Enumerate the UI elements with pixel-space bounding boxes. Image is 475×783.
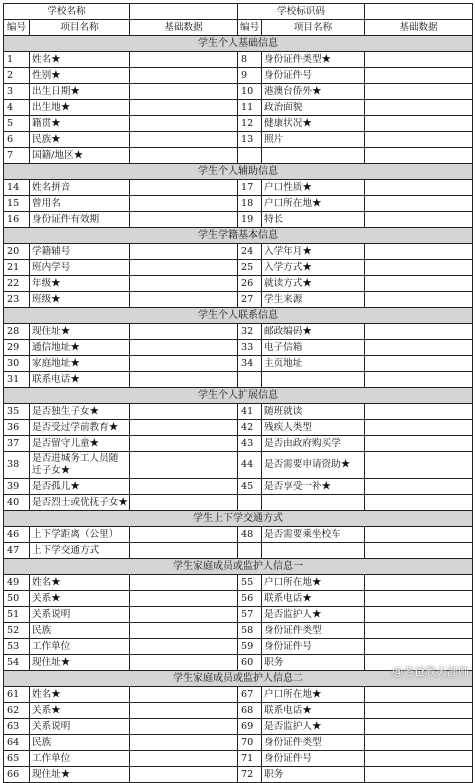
item-number-right: 59 bbox=[238, 639, 262, 655]
school-id-label: 学校标识码 bbox=[238, 4, 365, 20]
item-name-left: 工作单位 bbox=[30, 639, 130, 655]
item-number-right: 58 bbox=[238, 623, 262, 639]
item-name-right: 身份证件类型★ bbox=[262, 52, 365, 68]
item-number-left: 37 bbox=[4, 436, 30, 452]
item-number-left: 36 bbox=[4, 420, 30, 436]
item-number-right: 60 bbox=[238, 655, 262, 671]
item-number-left: 4 bbox=[4, 100, 30, 116]
item-data-left[interactable] bbox=[130, 735, 238, 751]
section-header bbox=[4, 36, 473, 52]
section-header bbox=[4, 559, 473, 575]
item-number-right: 24 bbox=[238, 244, 262, 260]
item-number-left: 35 bbox=[4, 404, 30, 420]
item-data-left[interactable] bbox=[130, 148, 238, 164]
item-name-right: 职务 bbox=[262, 767, 365, 783]
item-data-right[interactable] bbox=[365, 767, 473, 783]
item-data-left[interactable] bbox=[130, 420, 238, 436]
item-number-right: 12 bbox=[238, 116, 262, 132]
table-row bbox=[4, 719, 473, 735]
item-number-left: 16 bbox=[4, 212, 30, 228]
item-data-right[interactable] bbox=[365, 196, 473, 212]
item-name-right: 政治面貌 bbox=[262, 100, 365, 116]
table-row bbox=[4, 436, 473, 452]
item-data-left[interactable] bbox=[130, 767, 238, 783]
item-data-right[interactable] bbox=[365, 84, 473, 100]
table-row bbox=[4, 735, 473, 751]
col-no-left: 编号 bbox=[4, 20, 30, 36]
item-name-left: 姓名★ bbox=[30, 52, 130, 68]
item-data-right[interactable] bbox=[365, 735, 473, 751]
section-title: 学生上下学交通方式 bbox=[4, 511, 473, 527]
item-name-right: 户口性质★ bbox=[262, 180, 365, 196]
item-name-left: 通信地址★ bbox=[30, 340, 130, 356]
item-data-right[interactable] bbox=[365, 260, 473, 276]
section-title: 学生学籍基本信息 bbox=[4, 228, 473, 244]
item-number-left: 53 bbox=[4, 639, 30, 655]
item-number-right: 25 bbox=[238, 260, 262, 276]
item-name-left: 姓名★ bbox=[30, 575, 130, 591]
section-title: 学生家庭成员或监护人信息一 bbox=[4, 559, 473, 575]
table-row bbox=[4, 244, 473, 260]
item-data-right[interactable] bbox=[365, 324, 473, 340]
item-data-left[interactable] bbox=[130, 436, 238, 452]
table-row bbox=[4, 276, 473, 292]
item-data-right[interactable] bbox=[365, 591, 473, 607]
col-no-right: 编号 bbox=[238, 20, 262, 36]
item-number-left: 3 bbox=[4, 84, 30, 100]
item-number-left: 38 bbox=[4, 452, 30, 479]
table-row bbox=[4, 340, 473, 356]
item-data-left[interactable] bbox=[130, 196, 238, 212]
item-data-right[interactable] bbox=[365, 543, 473, 559]
item-data-right[interactable] bbox=[365, 623, 473, 639]
item-number-right bbox=[238, 148, 262, 164]
item-data-right[interactable] bbox=[365, 687, 473, 703]
item-data-right[interactable] bbox=[365, 479, 473, 495]
item-number-left: 62 bbox=[4, 703, 30, 719]
item-data-right[interactable] bbox=[365, 420, 473, 436]
item-data-right[interactable] bbox=[365, 340, 473, 356]
item-name-left: 出生日期★ bbox=[30, 84, 130, 100]
table-row bbox=[4, 639, 473, 655]
item-name-left: 年级★ bbox=[30, 276, 130, 292]
table-row bbox=[4, 292, 473, 308]
item-data-right[interactable] bbox=[365, 52, 473, 68]
item-name-left: 现住址★ bbox=[30, 655, 130, 671]
header-row-columns bbox=[4, 20, 473, 36]
item-data-left[interactable] bbox=[130, 180, 238, 196]
item-name-right: 残疾人类型 bbox=[262, 420, 365, 436]
table-row bbox=[4, 148, 473, 164]
item-number-right: 11 bbox=[238, 100, 262, 116]
item-name-right: 身份证件号 bbox=[262, 68, 365, 84]
item-number-right: 44 bbox=[238, 452, 262, 479]
item-data-left[interactable] bbox=[130, 703, 238, 719]
item-number-right: 43 bbox=[238, 436, 262, 452]
table-row bbox=[4, 767, 473, 783]
item-name-left: 是否进城务工人员随迁子女★ bbox=[30, 452, 130, 479]
item-number-right: 34 bbox=[238, 356, 262, 372]
item-name-right: 身份证件号 bbox=[262, 751, 365, 767]
item-name-right bbox=[262, 543, 365, 559]
item-number-left: 46 bbox=[4, 527, 30, 543]
table-row bbox=[4, 479, 473, 495]
table-row bbox=[4, 687, 473, 703]
item-number-left: 63 bbox=[4, 719, 30, 735]
item-data-right[interactable] bbox=[365, 495, 473, 511]
item-data-left[interactable] bbox=[130, 751, 238, 767]
item-data-right[interactable] bbox=[365, 719, 473, 735]
item-data-right[interactable] bbox=[365, 751, 473, 767]
item-number-left: 6 bbox=[4, 132, 30, 148]
table-row bbox=[4, 404, 473, 420]
section-header bbox=[4, 228, 473, 244]
item-number-right: 13 bbox=[238, 132, 262, 148]
item-name-right: 随班就读 bbox=[262, 404, 365, 420]
table-row bbox=[4, 751, 473, 767]
table-row bbox=[4, 495, 473, 511]
item-name-left: 班级★ bbox=[30, 292, 130, 308]
item-number-left: 52 bbox=[4, 623, 30, 639]
item-name-left: 关系★ bbox=[30, 591, 130, 607]
table-row bbox=[4, 180, 473, 196]
item-data-right[interactable] bbox=[365, 527, 473, 543]
item-number-left: 2 bbox=[4, 68, 30, 84]
item-number-left: 1 bbox=[4, 52, 30, 68]
item-data-right[interactable] bbox=[365, 404, 473, 420]
item-name-right bbox=[262, 372, 365, 388]
section-header bbox=[4, 388, 473, 404]
item-data-left[interactable] bbox=[130, 452, 238, 479]
item-name-left: 民族 bbox=[30, 735, 130, 751]
school-id-value[interactable] bbox=[365, 4, 473, 20]
item-name-right: 是否监护人★ bbox=[262, 607, 365, 623]
item-data-left[interactable] bbox=[130, 340, 238, 356]
item-number-right: 26 bbox=[238, 276, 262, 292]
col-item-right: 项目名称 bbox=[262, 20, 365, 36]
item-data-right[interactable] bbox=[365, 132, 473, 148]
item-name-left: 民族★ bbox=[30, 132, 130, 148]
item-data-left[interactable] bbox=[130, 479, 238, 495]
item-number-left: 50 bbox=[4, 591, 30, 607]
item-data-left[interactable] bbox=[130, 52, 238, 68]
item-number-right: 19 bbox=[238, 212, 262, 228]
item-number-left: 22 bbox=[4, 276, 30, 292]
table-row bbox=[4, 372, 473, 388]
item-data-left[interactable] bbox=[130, 84, 238, 100]
item-data-left[interactable] bbox=[130, 68, 238, 84]
item-number-right bbox=[238, 495, 262, 511]
item-data-left[interactable] bbox=[130, 356, 238, 372]
table-row bbox=[4, 623, 473, 639]
table-row bbox=[4, 420, 473, 436]
item-data-left[interactable] bbox=[130, 404, 238, 420]
item-number-left: 54 bbox=[4, 655, 30, 671]
item-number-right bbox=[238, 543, 262, 559]
item-data-left[interactable] bbox=[130, 100, 238, 116]
item-name-right: 身份证件类型 bbox=[262, 735, 365, 751]
item-number-right: 55 bbox=[238, 575, 262, 591]
item-number-right: 68 bbox=[238, 703, 262, 719]
item-data-left[interactable] bbox=[130, 607, 238, 623]
item-name-right: 电子信箱 bbox=[262, 340, 365, 356]
table-row bbox=[4, 452, 473, 479]
item-name-left: 现住址★ bbox=[30, 767, 130, 783]
item-data-left[interactable] bbox=[130, 719, 238, 735]
item-name-right: 户口所在地★ bbox=[262, 575, 365, 591]
table-row bbox=[4, 212, 473, 228]
item-name-left: 联系电话★ bbox=[30, 372, 130, 388]
item-data-left[interactable] bbox=[130, 116, 238, 132]
item-name-left: 工作单位 bbox=[30, 751, 130, 767]
item-name-right: 户口所在地★ bbox=[262, 687, 365, 703]
item-data-right[interactable] bbox=[365, 703, 473, 719]
item-data-right[interactable] bbox=[365, 607, 473, 623]
item-number-right: 57 bbox=[238, 607, 262, 623]
item-number-left: 7 bbox=[4, 148, 30, 164]
item-data-right[interactable] bbox=[365, 575, 473, 591]
item-name-left: 出生地★ bbox=[30, 100, 130, 116]
item-data-right[interactable] bbox=[365, 244, 473, 260]
item-number-right: 56 bbox=[238, 591, 262, 607]
item-name-left: 姓名★ bbox=[30, 687, 130, 703]
item-name-right: 是否需要申请资助★ bbox=[262, 452, 365, 479]
item-data-right[interactable] bbox=[365, 68, 473, 84]
table-row bbox=[4, 260, 473, 276]
item-name-left: 关系说明 bbox=[30, 607, 130, 623]
item-name-left: 是否受过学前教育★ bbox=[30, 420, 130, 436]
item-number-left: 66 bbox=[4, 767, 30, 783]
item-name-left: 上下学距离（公里） bbox=[30, 527, 130, 543]
item-data-right[interactable] bbox=[365, 372, 473, 388]
item-name-left: 身份证件有效期 bbox=[30, 212, 130, 228]
item-data-left[interactable] bbox=[130, 324, 238, 340]
item-number-left: 15 bbox=[4, 196, 30, 212]
item-name-right: 职务 bbox=[262, 655, 365, 671]
item-number-left: 5 bbox=[4, 116, 30, 132]
item-name-left: 籍贯★ bbox=[30, 116, 130, 132]
item-number-left: 21 bbox=[4, 260, 30, 276]
item-data-right[interactable] bbox=[365, 292, 473, 308]
item-number-right: 70 bbox=[238, 735, 262, 751]
item-name-right: 主页地址 bbox=[262, 356, 365, 372]
item-number-left: 40 bbox=[4, 495, 30, 511]
item-name-right: 户口所在地★ bbox=[262, 196, 365, 212]
section-header bbox=[4, 308, 473, 324]
table-row bbox=[4, 591, 473, 607]
item-name-right bbox=[262, 495, 365, 511]
item-name-left: 班内学号 bbox=[30, 260, 130, 276]
item-name-right: 就读方式★ bbox=[262, 276, 365, 292]
school-name-value[interactable] bbox=[130, 4, 238, 20]
table-row bbox=[4, 575, 473, 591]
item-data-left[interactable] bbox=[130, 292, 238, 308]
item-data-left[interactable] bbox=[130, 591, 238, 607]
item-number-right: 17 bbox=[238, 180, 262, 196]
item-name-right: 联系电话★ bbox=[262, 591, 365, 607]
item-data-left[interactable] bbox=[130, 260, 238, 276]
item-data-left[interactable] bbox=[130, 495, 238, 511]
item-name-right: 照片 bbox=[262, 132, 365, 148]
item-name-left: 民族 bbox=[30, 623, 130, 639]
item-name-left: 曾用名 bbox=[30, 196, 130, 212]
table-row bbox=[4, 116, 473, 132]
item-number-right: 72 bbox=[238, 767, 262, 783]
item-number-left: 28 bbox=[4, 324, 30, 340]
section-title: 学生个人基础信息 bbox=[4, 36, 473, 52]
item-data-right[interactable] bbox=[365, 639, 473, 655]
item-data-left[interactable] bbox=[130, 655, 238, 671]
item-data-left[interactable] bbox=[130, 212, 238, 228]
item-name-left: 是否留守儿童★ bbox=[30, 436, 130, 452]
item-number-right: 42 bbox=[238, 420, 262, 436]
watermark: @老爸教天涯帅 bbox=[392, 665, 469, 678]
table-row bbox=[4, 196, 473, 212]
item-number-left: 61 bbox=[4, 687, 30, 703]
item-data-left[interactable] bbox=[130, 623, 238, 639]
item-number-left: 65 bbox=[4, 751, 30, 767]
item-data-right[interactable] bbox=[365, 452, 473, 479]
item-number-left: 64 bbox=[4, 735, 30, 751]
item-number-left: 30 bbox=[4, 356, 30, 372]
item-data-left[interactable] bbox=[130, 132, 238, 148]
item-name-right bbox=[262, 148, 365, 164]
item-name-left: 关系说明 bbox=[30, 719, 130, 735]
item-data-left[interactable] bbox=[130, 527, 238, 543]
item-number-right: 27 bbox=[238, 292, 262, 308]
item-data-right[interactable] bbox=[365, 436, 473, 452]
item-name-left: 现住址★ bbox=[30, 324, 130, 340]
item-data-right[interactable] bbox=[365, 116, 473, 132]
table-row bbox=[4, 52, 473, 68]
item-data-left[interactable] bbox=[130, 543, 238, 559]
table-row bbox=[4, 100, 473, 116]
item-number-left: 23 bbox=[4, 292, 30, 308]
item-data-left[interactable] bbox=[130, 575, 238, 591]
section-title: 学生个人扩展信息 bbox=[4, 388, 473, 404]
item-name-right: 港澳台侨外★ bbox=[262, 84, 365, 100]
item-name-right: 联系电话★ bbox=[262, 703, 365, 719]
table-row bbox=[4, 607, 473, 623]
table-row bbox=[4, 132, 473, 148]
item-name-right: 身份证件号 bbox=[262, 639, 365, 655]
section-title: 学生个人联系信息 bbox=[4, 308, 473, 324]
item-number-left: 20 bbox=[4, 244, 30, 260]
item-number-left: 14 bbox=[4, 180, 30, 196]
item-name-right: 入学方式★ bbox=[262, 260, 365, 276]
item-number-right: 33 bbox=[238, 340, 262, 356]
item-data-left[interactable] bbox=[130, 639, 238, 655]
item-data-right[interactable] bbox=[365, 100, 473, 116]
item-name-right: 邮政编码★ bbox=[262, 324, 365, 340]
col-item-left: 项目名称 bbox=[30, 20, 130, 36]
item-number-right: 32 bbox=[238, 324, 262, 340]
item-number-left: 29 bbox=[4, 340, 30, 356]
item-data-right[interactable] bbox=[365, 148, 473, 164]
col-data-right: 基础数据 bbox=[365, 20, 473, 36]
item-number-right: 8 bbox=[238, 52, 262, 68]
item-number-right: 10 bbox=[238, 84, 262, 100]
table-row bbox=[4, 356, 473, 372]
item-name-right: 是否由政府购买学 bbox=[262, 436, 365, 452]
item-name-right: 特长 bbox=[262, 212, 365, 228]
item-name-left: 是否烈士或优抚子女★ bbox=[30, 495, 130, 511]
item-name-right: 入学年月★ bbox=[262, 244, 365, 260]
item-number-right: 67 bbox=[238, 687, 262, 703]
item-data-left[interactable] bbox=[130, 687, 238, 703]
item-number-left: 31 bbox=[4, 372, 30, 388]
item-name-right: 是否享受一补★ bbox=[262, 479, 365, 495]
item-data-right[interactable] bbox=[365, 276, 473, 292]
item-number-right: 45 bbox=[238, 479, 262, 495]
table-row bbox=[4, 324, 473, 340]
item-data-right[interactable] bbox=[365, 356, 473, 372]
item-number-right: 69 bbox=[238, 719, 262, 735]
section-title: 学生个人辅助信息 bbox=[4, 164, 473, 180]
col-data-left: 基础数据 bbox=[130, 20, 238, 36]
item-name-left: 家庭地址★ bbox=[30, 356, 130, 372]
school-name-label: 学校名称 bbox=[4, 4, 130, 20]
item-name-left: 姓名拼音 bbox=[30, 180, 130, 196]
item-data-left[interactable] bbox=[130, 244, 238, 260]
section-header bbox=[4, 164, 473, 180]
item-name-left: 学籍辅号 bbox=[30, 244, 130, 260]
item-number-left: 49 bbox=[4, 575, 30, 591]
item-name-right: 学生来源 bbox=[262, 292, 365, 308]
section-header bbox=[4, 511, 473, 527]
item-number-right bbox=[238, 372, 262, 388]
item-number-right: 71 bbox=[238, 751, 262, 767]
item-number-right: 18 bbox=[238, 196, 262, 212]
item-number-right: 41 bbox=[238, 404, 262, 420]
item-number-right: 9 bbox=[238, 68, 262, 84]
section-title: 学生家庭成员或监护人信息二 bbox=[4, 671, 473, 687]
item-data-left[interactable] bbox=[130, 276, 238, 292]
header-row-top bbox=[4, 4, 473, 20]
item-name-left: 是否独生子女★ bbox=[30, 404, 130, 420]
item-number-left: 39 bbox=[4, 479, 30, 495]
item-name-right: 是否需要乘坐校车 bbox=[262, 527, 365, 543]
item-name-right: 身份证件类型 bbox=[262, 623, 365, 639]
item-data-right[interactable] bbox=[365, 180, 473, 196]
item-data-left[interactable] bbox=[130, 372, 238, 388]
item-name-left: 上下学交通方式 bbox=[30, 543, 130, 559]
table-row bbox=[4, 84, 473, 100]
table-row bbox=[4, 527, 473, 543]
item-name-left: 是否孤儿★ bbox=[30, 479, 130, 495]
item-name-left: 国籍/地区★ bbox=[30, 148, 130, 164]
table-row bbox=[4, 543, 473, 559]
item-number-left: 47 bbox=[4, 543, 30, 559]
item-number-left: 51 bbox=[4, 607, 30, 623]
table-row bbox=[4, 703, 473, 719]
table-row bbox=[4, 68, 473, 84]
item-name-right: 健康状况★ bbox=[262, 116, 365, 132]
item-name-right: 是否监护人★ bbox=[262, 719, 365, 735]
item-name-left: 关系★ bbox=[30, 703, 130, 719]
item-data-right[interactable] bbox=[365, 212, 473, 228]
item-number-right: 48 bbox=[238, 527, 262, 543]
item-name-left: 性别★ bbox=[30, 68, 130, 84]
